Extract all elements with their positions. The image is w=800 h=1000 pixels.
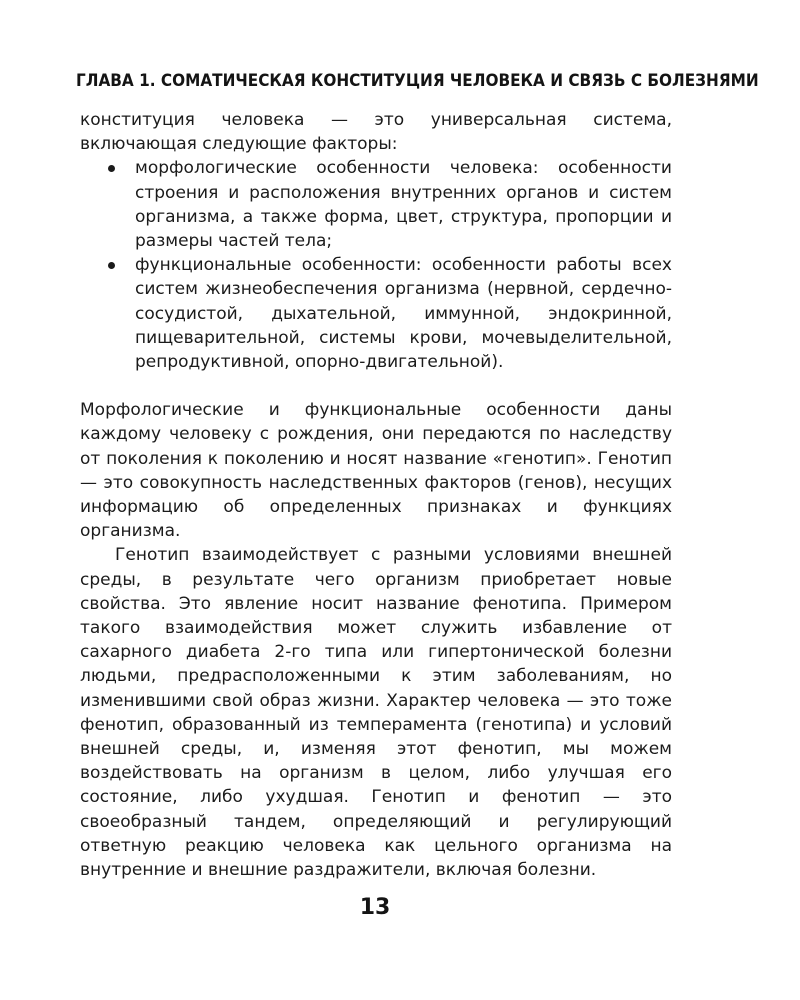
paragraph-gap: [80, 374, 672, 398]
genotype-paragraph: Морфологические и функциональные особенности даны каждому человеку с рождения, они передаются по наследству от поколения к поколению и носят название «генотип». Генотип — это совокупность наследственных факторов (генов), несущих информацию об определенных признаках и функциях организма.: [80, 400, 672, 542]
page-body: [80, 108, 672, 882]
factors-list: [80, 156, 672, 374]
bullet-icon: [108, 262, 115, 269]
list-item-text: функциональные особенности: особенности работы всех систем жизнеобеспечения организма (нервной, сердечно-сосудистой, дыхательной, иммунной, эндокринной, пищеварительной, системы крови, мочевыделительной, репродуктивной, опорно-двигательной).: [135, 255, 672, 373]
bullet-icon: [108, 165, 115, 172]
page-number: 13: [359, 895, 391, 920]
intro-paragraph: конституция человека — это универсальная система, включающая следующие факторы:: [80, 110, 672, 155]
chapter-header: ГЛАВА 1. СОМАТИЧЕСКАЯ КОНСТИТУЦИЯ ЧЕЛОВЕКА И СВЯЗЬ С БОЛЕЗНЯМИ: [76, 71, 759, 91]
list-item: [80, 253, 672, 374]
list-item-text: морфологические особенности человека: особенности строения и расположения внутренних органов и систем организма, а также форма, цвет, структура, пропорции и размеры частей тела;: [135, 158, 672, 252]
list-item: [80, 156, 672, 253]
phenotype-paragraph: Генотип взаимодействует с разными условиями внешней среды, в результате чего организм приобретает новые свойства. Это явление носит название фенотипа. Примером такого взаимодействия может служить избавление от сахарного диабета 2-го типа или гипертонической болезни людьми, предрасположенными к этим заболеваниям, но изменившими свой образ жизни. Характер человека — это тоже фенотип, образованный из темперамента (генотипа) и условий внешней среды, и, изменяя этот фенотип, мы можем воздействовать на организм в целом, либо улучшая его состояние, либо ухудшая. Генотип и фенотип — это своеобразный тандем, определяющий и регулирующий ответную реакцию человека как цельного организма на внутренние и внешние раздражители, включая болезни.: [80, 545, 672, 881]
